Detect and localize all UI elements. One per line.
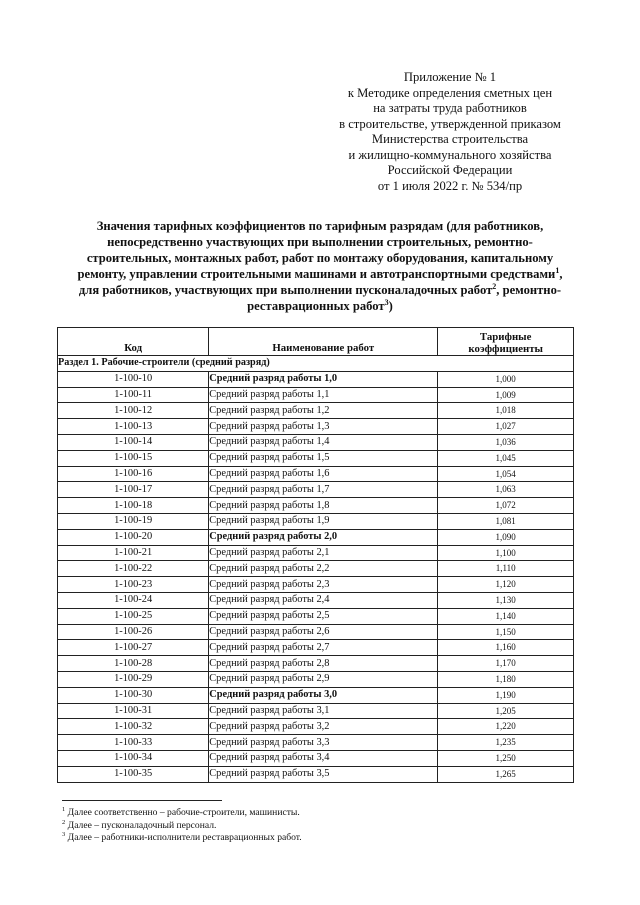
- cell-coefficient: 1,220: [438, 719, 574, 735]
- approval-line: на затраты труда работников: [373, 101, 527, 115]
- cell-coefficient: 1,100: [438, 545, 574, 561]
- cell-name: Средний разряд работы 3,1: [209, 703, 438, 719]
- cell-code: 1-100-35: [58, 766, 209, 782]
- cell-name: Средний разряд работы 2,4: [209, 592, 438, 608]
- section-row: [58, 356, 574, 372]
- cell-name: Средний разряд работы 3,3: [209, 735, 438, 751]
- table-row: [58, 561, 574, 577]
- cell-name: Средний разряд работы 2,2: [209, 561, 438, 577]
- table-row: [58, 656, 574, 672]
- cell-name: Средний разряд работы 1,0: [209, 371, 438, 387]
- table-row: [58, 419, 574, 435]
- cell-code: 1-100-13: [58, 419, 209, 435]
- cell-name: Средний разряд работы 1,9: [209, 513, 438, 529]
- cell-code: 1-100-29: [58, 671, 209, 687]
- cell-name: Средний разряд работы 2,9: [209, 671, 438, 687]
- cell-coefficient: 1,205: [438, 703, 574, 719]
- table-row: [58, 577, 574, 593]
- cell-name: Средний разряд работы 2,0: [209, 529, 438, 545]
- table-body: [58, 356, 574, 783]
- cell-name: Средний разряд работы 3,4: [209, 750, 438, 766]
- footnote-text: Далее – пусконаладочный персонал.: [65, 819, 217, 831]
- cell-code: 1-100-33: [58, 735, 209, 751]
- cell-name: Средний разряд работы 2,5: [209, 608, 438, 624]
- footnote-mark: 2: [62, 818, 66, 826]
- cell-name: Средний разряд работы 3,0: [209, 687, 438, 703]
- header-name: Наименование работ: [209, 328, 438, 356]
- cell-code: 1-100-23: [58, 577, 209, 593]
- title-line: строительных, монтажных работ, работ по монтажу оборудования, капитальному: [86, 251, 554, 265]
- approval-line: в строительстве, утвержденной приказом: [339, 116, 561, 131]
- cell-code: 1-100-12: [58, 403, 209, 419]
- footnote-ref: 2: [492, 281, 497, 291]
- cell-coefficient: 1,130: [438, 592, 574, 608]
- cell-code: 1-100-16: [58, 466, 209, 482]
- table-row: [58, 703, 574, 719]
- footnote-mark: 3: [62, 831, 66, 838]
- footnote-text: Далее – работники-исполнители реставрационных работ.: [65, 832, 302, 844]
- cell-code: 1-100-30: [58, 687, 209, 703]
- cell-code: 1-100-32: [58, 719, 209, 735]
- title-text: ): [388, 299, 393, 313]
- cell-coefficient: 1,160: [438, 640, 574, 656]
- table-row: [58, 592, 574, 608]
- cell-coefficient: 1,063: [438, 482, 574, 498]
- cell-name: Средний разряд работы 1,4: [209, 434, 438, 450]
- tariff-table: [57, 327, 574, 783]
- title-line: [52, 298, 588, 314]
- cell-coefficient: 1,250: [438, 750, 574, 766]
- title-text: ремонту, управлении строительными машинами и автотранспортными средствами: [77, 267, 556, 281]
- cell-code: 1-100-28: [58, 656, 209, 672]
- footnote-ref: 3: [384, 297, 389, 307]
- cell-name: Средний разряд работы 2,6: [209, 624, 438, 640]
- table-row: [58, 513, 574, 529]
- cell-code: 1-100-25: [58, 608, 209, 624]
- cell-code: 1-100-26: [58, 624, 209, 640]
- table-row: [58, 624, 574, 640]
- title-line: [52, 266, 588, 282]
- title-text: ,: [559, 267, 563, 281]
- table-row: [58, 498, 574, 514]
- table-row: [58, 434, 574, 450]
- cell-coefficient: 1,018: [438, 403, 574, 419]
- approval-line: и жилищно-коммунального хозяйства: [348, 147, 552, 162]
- cell-name: Средний разряд работы 1,6: [209, 466, 438, 482]
- cell-coefficient: 1,036: [438, 434, 574, 450]
- title-line: Значения тарифных коэффициентов по тарифным разрядам (для работников,: [96, 219, 544, 233]
- cell-coefficient: 1,190: [438, 687, 574, 703]
- cell-coefficient: 1,000: [438, 371, 574, 387]
- cell-name: Средний разряд работы 2,7: [209, 640, 438, 656]
- approval-line: Министерства строительства: [371, 132, 529, 146]
- cell-name: Средний разряд работы 2,1: [209, 545, 438, 561]
- cell-code: 1-100-15: [58, 450, 209, 466]
- cell-code: 1-100-14: [58, 434, 209, 450]
- approval-block: [300, 70, 600, 194]
- cell-coefficient: 1,090: [438, 529, 574, 545]
- table-row: [58, 403, 574, 419]
- cell-code: 1-100-18: [58, 498, 209, 514]
- cell-coefficient: 1,054: [438, 466, 574, 482]
- approval-line: Российской Федерации: [387, 163, 513, 177]
- table-row: [58, 766, 574, 782]
- approval-line: к Методике определения сметных цен: [347, 85, 553, 100]
- table-row: [58, 387, 574, 403]
- footnotes: [62, 807, 562, 845]
- cell-code: 1-100-17: [58, 482, 209, 498]
- cell-name: Средний разряд работы 1,3: [209, 419, 438, 435]
- table-row: [58, 608, 574, 624]
- cell-coefficient: 1,180: [438, 671, 574, 687]
- cell-coefficient: 1,027: [438, 419, 574, 435]
- cell-code: 1-100-24: [58, 592, 209, 608]
- header-coef-line: Тарифные: [479, 331, 532, 343]
- footnote-divider: [62, 800, 222, 801]
- cell-name: Средний разряд работы 2,3: [209, 577, 438, 593]
- table-row: [58, 466, 574, 482]
- cell-coefficient: 1,045: [438, 450, 574, 466]
- cell-coefficient: 1,235: [438, 735, 574, 751]
- cell-coefficient: 1,072: [438, 498, 574, 514]
- footnote-text: Далее соответственно – рабочие-строители, машинисты.: [65, 807, 300, 818]
- cell-coefficient: 1,009: [438, 387, 574, 403]
- footnote-1: [62, 807, 562, 820]
- cell-name: Средний разряд работы 1,7: [209, 482, 438, 498]
- header-code: Код: [58, 328, 209, 356]
- cell-name: Средний разряд работы 2,8: [209, 656, 438, 672]
- cell-name: Средний разряд работы 1,8: [209, 498, 438, 514]
- cell-coefficient: 1,120: [438, 577, 574, 593]
- cell-code: 1-100-20: [58, 529, 209, 545]
- cell-code: 1-100-27: [58, 640, 209, 656]
- document-title: [52, 218, 588, 314]
- table-row: [58, 687, 574, 703]
- cell-coefficient: 1,150: [438, 624, 574, 640]
- header-coef-line: коэффициенты: [468, 343, 543, 355]
- table-row: [58, 750, 574, 766]
- cell-code: 1-100-31: [58, 703, 209, 719]
- cell-code: 1-100-11: [58, 387, 209, 403]
- title-text: реставрационных работ: [247, 299, 385, 313]
- cell-name: Средний разряд работы 1,5: [209, 450, 438, 466]
- table-row: [58, 640, 574, 656]
- cell-name: Средний разряд работы 1,2: [209, 403, 438, 419]
- title-text: для работников, участвующих при выполнении пусконаладочных работ: [78, 283, 493, 297]
- table-row: [58, 450, 574, 466]
- cell-coefficient: 1,170: [438, 656, 574, 672]
- cell-coefficient: 1,110: [438, 561, 574, 577]
- table-row: [58, 371, 574, 387]
- title-text: , ремонтно-: [496, 283, 562, 297]
- cell-name: Средний разряд работы 3,5: [209, 766, 438, 782]
- footnote-2: [62, 820, 562, 833]
- cell-coefficient: 1,265: [438, 766, 574, 782]
- cell-name: Средний разряд работы 3,2: [209, 719, 438, 735]
- table-header-row: [58, 328, 574, 356]
- footnote-3: [62, 832, 562, 845]
- table-row: [58, 735, 574, 751]
- section-title: Раздел 1. Рабочие-строители (средний разряд): [58, 356, 574, 372]
- table-row: [58, 719, 574, 735]
- table-row: [58, 671, 574, 687]
- title-line: [52, 282, 588, 298]
- footnote-ref: 1: [555, 265, 560, 275]
- table-row: [58, 482, 574, 498]
- cell-code: 1-100-19: [58, 513, 209, 529]
- cell-coefficient: 1,140: [438, 608, 574, 624]
- title-line: непосредственно участвующих при выполнении строительных, ремонтно-: [107, 235, 533, 249]
- table-row: [58, 545, 574, 561]
- approval-line: от 1 июля 2022 г. № 534/пр: [377, 178, 523, 193]
- header-coefficients: [438, 328, 574, 356]
- table-row: [58, 529, 574, 545]
- cell-coefficient: 1,081: [438, 513, 574, 529]
- approval-line: Приложение № 1: [403, 70, 497, 84]
- cell-code: 1-100-21: [58, 545, 209, 561]
- cell-code: 1-100-34: [58, 750, 209, 766]
- cell-name: Средний разряд работы 1,1: [209, 387, 438, 403]
- cell-code: 1-100-10: [58, 371, 209, 387]
- footnote-mark: 1: [62, 805, 66, 813]
- cell-code: 1-100-22: [58, 561, 209, 577]
